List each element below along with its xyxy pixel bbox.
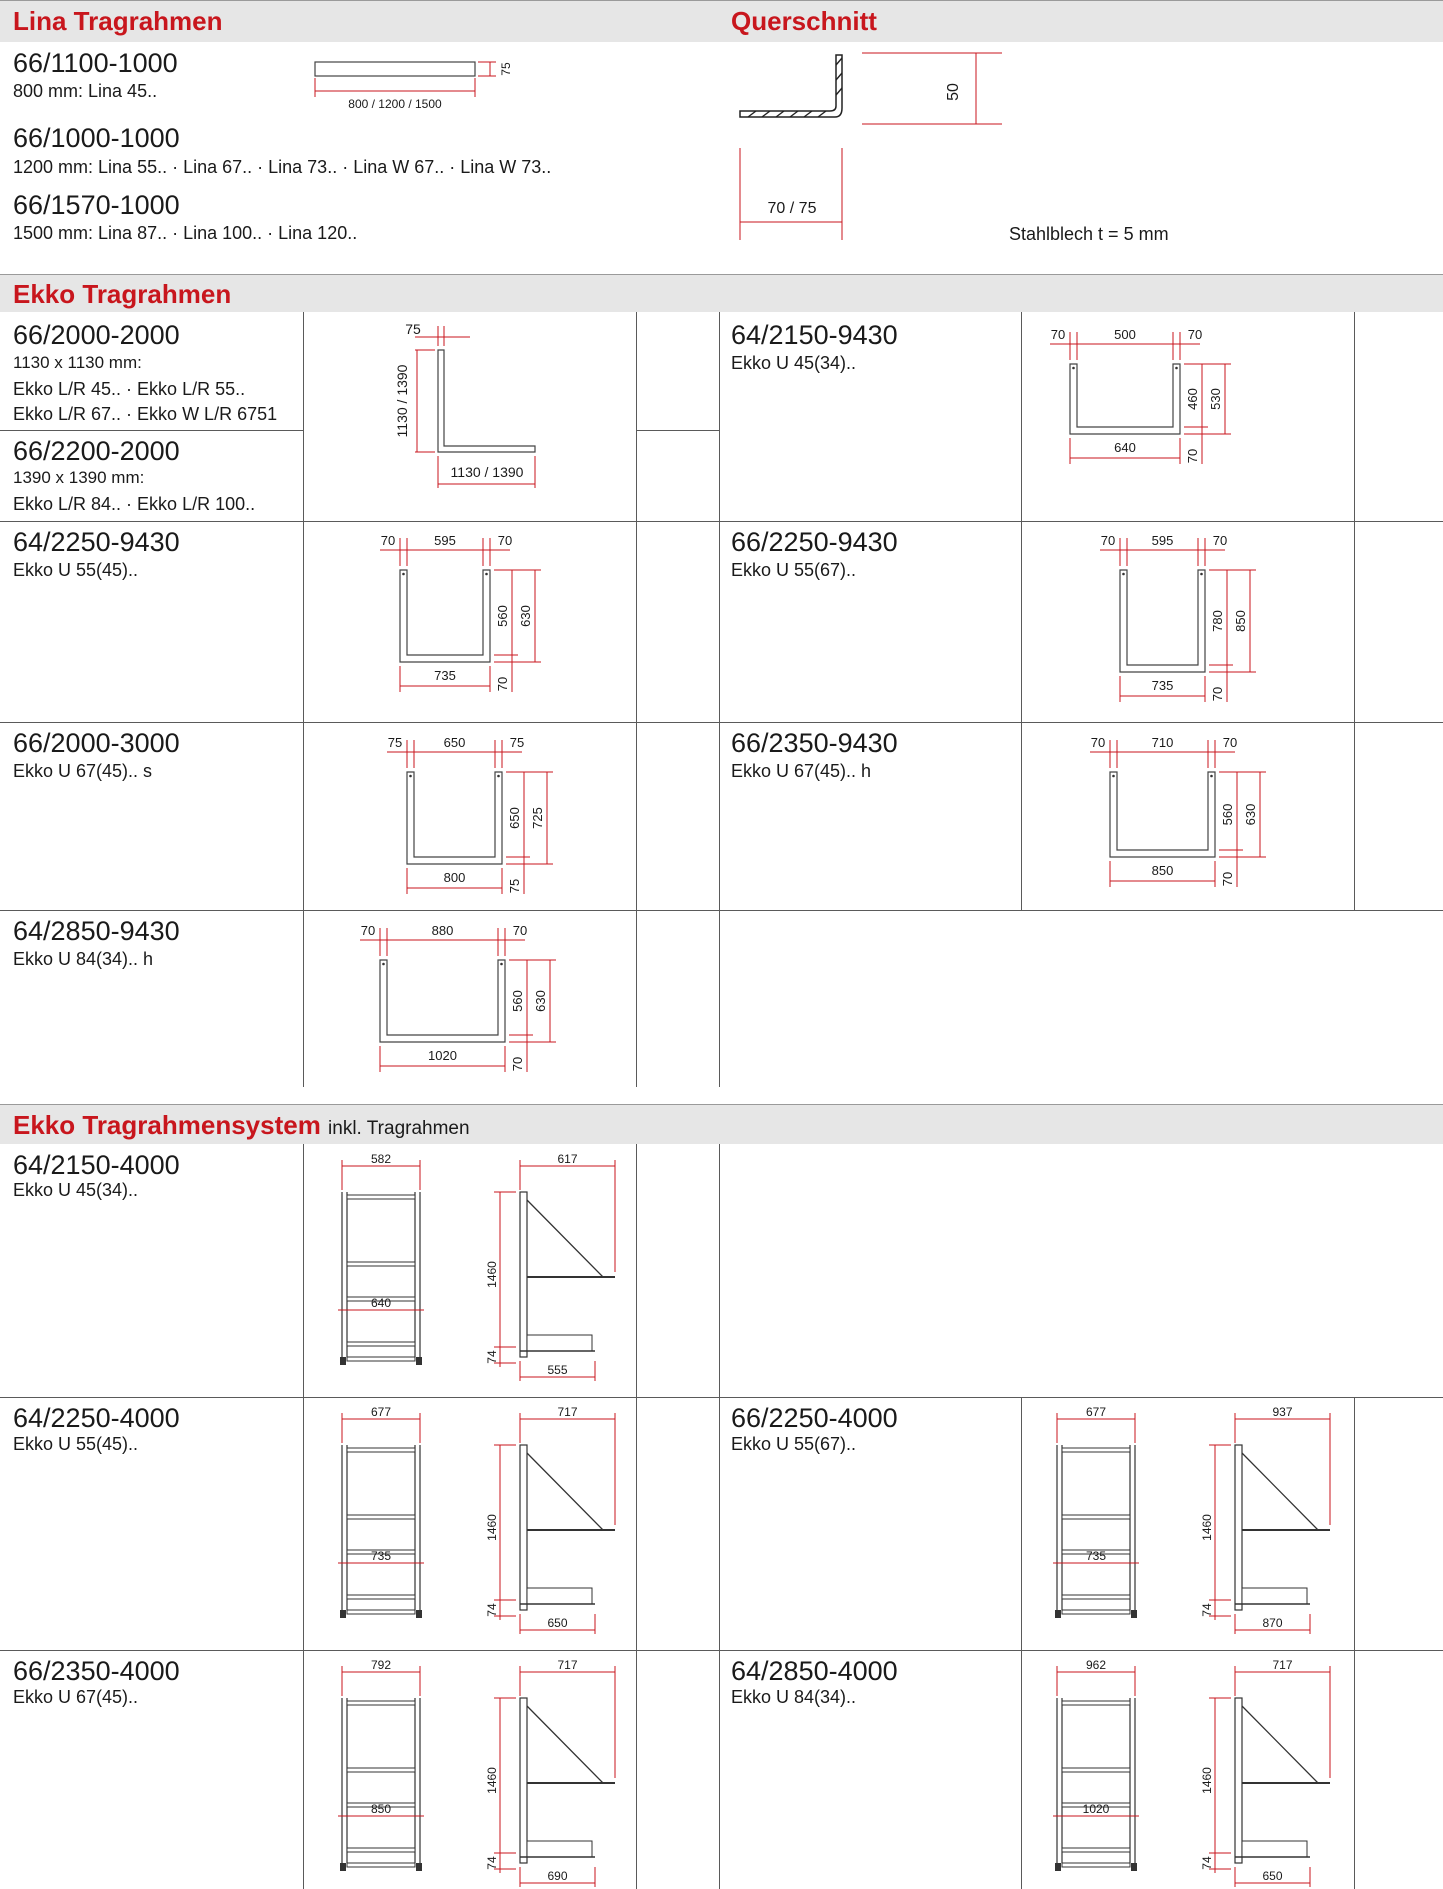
foot xyxy=(416,1610,422,1618)
side-post xyxy=(520,1192,527,1357)
shelf-bar xyxy=(347,1342,415,1346)
section-subtitle: inkl. Tragrahmen xyxy=(328,1118,470,1139)
article-description: 1500 mm: Lina 87.. · Lina 100.. · Lina 120.. xyxy=(13,223,358,243)
u-frame-drawing xyxy=(370,528,570,690)
u-frame-drawing xyxy=(1040,322,1260,462)
shelf-system-drawing xyxy=(330,1405,630,1635)
u-frame-drawing xyxy=(1080,730,1295,885)
divider xyxy=(636,1144,637,1889)
hole-marker xyxy=(497,775,500,778)
article-description: Ekko U 67(45).. h xyxy=(731,761,872,781)
hole-marker xyxy=(1072,367,1075,370)
u-frame-outline xyxy=(1120,570,1205,672)
dimension-label: 70 / 75 xyxy=(767,200,817,217)
dimension-label: 717 xyxy=(557,1405,578,1419)
article-description: Ekko U 67(45).. xyxy=(13,1687,139,1707)
shelf-bar xyxy=(347,1701,415,1705)
dimension-label: 70 xyxy=(510,1056,525,1072)
shelf-bar xyxy=(1062,1701,1130,1705)
dimension-label: 595 xyxy=(1151,533,1174,548)
shelf-bar xyxy=(347,1262,415,1266)
dimension-label: 75 xyxy=(499,62,513,76)
shelf-bar xyxy=(347,1448,415,1452)
article-description: Ekko U 55(45).. xyxy=(13,1434,139,1454)
section-title-text: Ekko Tragrahmensystem xyxy=(13,1110,321,1140)
dimension-label: 70 xyxy=(495,676,510,692)
dimension-label: 870 xyxy=(1262,1616,1283,1630)
dimension-label: 75 xyxy=(507,878,522,894)
dimension-label: 735 xyxy=(370,1549,392,1563)
article-description: Ekko U 45(34).. xyxy=(13,1180,139,1200)
u-frame-outline xyxy=(380,960,505,1042)
lina-bar-drawing xyxy=(300,55,520,115)
dimension-label: 70 xyxy=(1222,735,1238,750)
dimension-label: 70 xyxy=(1050,327,1066,342)
shelf-bar xyxy=(1062,1448,1130,1452)
side-base xyxy=(527,1588,592,1604)
dimension-label: 640 xyxy=(1114,440,1136,455)
shelf-bar xyxy=(347,1610,415,1614)
article-description: 800 mm: Lina 45.. xyxy=(13,81,158,101)
hole-marker xyxy=(409,775,412,778)
article-code: 66/2200-2000 xyxy=(13,436,180,466)
shelf-bar xyxy=(1062,1863,1130,1867)
dimension-label: 70 xyxy=(380,533,396,548)
dimension-label: 1020 xyxy=(428,1048,457,1063)
dimension-label: 70 xyxy=(1210,686,1225,702)
hole-marker xyxy=(1122,573,1125,576)
divider xyxy=(636,430,719,431)
foot xyxy=(1131,1610,1137,1618)
article-code: 66/1100-1000 xyxy=(13,48,178,78)
dimension-label: 560 xyxy=(510,990,525,1012)
article-code: 64/2850-9430 xyxy=(13,916,180,946)
dimension-label: 1460 xyxy=(485,1767,499,1794)
divider xyxy=(303,312,304,1087)
dimension-label: 460 xyxy=(1185,388,1200,410)
side-base xyxy=(527,1335,592,1351)
article-description: Ekko U 55(45).. xyxy=(13,560,139,580)
shelf-bar xyxy=(347,1357,415,1361)
article-code: 66/1000-1000 xyxy=(13,123,180,153)
divider xyxy=(719,1144,720,1889)
dimension-label: 70 xyxy=(1185,448,1200,464)
divider xyxy=(1354,1397,1355,1889)
divider xyxy=(1021,312,1022,910)
shelf-bar xyxy=(347,1863,415,1867)
foot xyxy=(416,1863,422,1871)
dimension-label: 800 xyxy=(443,870,466,885)
shelf-system-drawing xyxy=(1045,1405,1345,1635)
side-bracket xyxy=(527,1453,615,1530)
hole-marker xyxy=(500,963,503,966)
side-bracket xyxy=(1242,1706,1330,1783)
dimension-label: 1020 xyxy=(1082,1802,1110,1816)
divider xyxy=(1021,1397,1022,1889)
dimension-label: 1130 / 1390 xyxy=(394,364,410,438)
side-post xyxy=(520,1698,527,1863)
dimension-label: 1130 / 1390 xyxy=(450,464,524,480)
article-description: Ekko U 55(67).. xyxy=(731,560,857,580)
dimension-label: 50 xyxy=(945,83,962,101)
dimension-label: 1460 xyxy=(1200,1514,1214,1541)
section-title-system xyxy=(13,1110,470,1141)
dimension-label: 70 xyxy=(1212,533,1228,548)
article-description: Ekko L/R 84.. · Ekko L/R 100.. xyxy=(13,494,256,514)
article-description: Ekko U 84(34).. xyxy=(731,1687,857,1707)
dimension-label: 800 / 1200 / 1500 xyxy=(348,97,442,111)
dimension-label: 640 xyxy=(370,1296,392,1310)
dimension-label: 962 xyxy=(1085,1658,1107,1672)
section-title-ekko: Ekko Tragrahmen xyxy=(13,279,232,309)
article-code: 64/2150-9430 xyxy=(731,320,898,350)
shelf-bar xyxy=(347,1595,415,1599)
shelf-bar xyxy=(1062,1595,1130,1599)
shelf-bar xyxy=(1062,1848,1130,1852)
article-code: 66/2000-2000 xyxy=(13,320,180,350)
dimension-label: 630 xyxy=(518,605,533,627)
dimension-label: 677 xyxy=(370,1405,392,1419)
article-description: Ekko U 55(67).. xyxy=(731,1434,857,1454)
dimension-label: 582 xyxy=(370,1152,392,1166)
dimension-label: 74 xyxy=(1200,1856,1214,1870)
dimension-label: 850 xyxy=(1151,863,1174,878)
divider xyxy=(303,1144,304,1889)
shelf-system-drawing xyxy=(330,1658,630,1888)
section-title-lina: Lina Tragrahmen xyxy=(13,6,223,36)
dimension-label: 780 xyxy=(1210,610,1225,632)
dimension-label: 650 xyxy=(507,807,522,829)
divider xyxy=(0,1397,1443,1398)
divider xyxy=(1354,312,1355,910)
dimension-label: 74 xyxy=(485,1603,499,1617)
shelf-bar xyxy=(1062,1768,1130,1772)
foot xyxy=(1055,1863,1061,1871)
divider xyxy=(0,1650,1443,1651)
side-bracket xyxy=(1242,1453,1330,1530)
hole-marker xyxy=(1210,775,1213,778)
dimension-label: 70 xyxy=(1220,871,1235,887)
article-code: 64/2850-4000 xyxy=(731,1656,898,1686)
material-note: Stahlblech t = 5 mm xyxy=(1009,224,1169,244)
divider xyxy=(719,312,720,1087)
side-post xyxy=(520,1445,527,1610)
foot xyxy=(416,1357,422,1365)
shelf-bar xyxy=(1062,1515,1130,1519)
shelf-bar xyxy=(1062,1610,1130,1614)
hole-marker xyxy=(1175,367,1178,370)
article-description: 1200 mm: Lina 55.. · Lina 67.. · Lina 73.. · Lina W 67.. · Lina W 73.. xyxy=(13,157,552,177)
side-base xyxy=(527,1841,592,1857)
dimension-label: 630 xyxy=(533,990,548,1012)
divider xyxy=(0,521,1443,522)
hole-marker xyxy=(382,963,385,966)
article-description: 1130 x 1130 mm: xyxy=(13,353,142,372)
article-code: 66/2250-4000 xyxy=(731,1403,898,1433)
article-description: 1390 x 1390 mm: xyxy=(13,468,145,487)
dimension-label: 555 xyxy=(547,1363,568,1377)
foot xyxy=(340,1610,346,1618)
hole-marker xyxy=(485,573,488,576)
dimension-label: 717 xyxy=(1272,1658,1293,1672)
dimension-label: 880 xyxy=(431,923,454,938)
divider xyxy=(636,312,637,1087)
article-code: 66/2000-3000 xyxy=(13,728,180,758)
side-base xyxy=(1242,1841,1307,1857)
foot xyxy=(340,1863,346,1871)
dimension-label: 1460 xyxy=(485,1261,499,1288)
dimension-label: 70 xyxy=(1100,533,1116,548)
u-frame-outline xyxy=(407,772,502,864)
dimension-label: 937 xyxy=(1272,1405,1293,1419)
dimension-label: 75 xyxy=(387,735,403,750)
article-description: Ekko L/R 45.. · Ekko L/R 55.. xyxy=(13,379,246,399)
side-bracket xyxy=(527,1200,615,1277)
dimension-label: 735 xyxy=(1151,678,1174,693)
dimension-label: 1460 xyxy=(1200,1767,1214,1794)
dimension-label: 710 xyxy=(1151,735,1174,750)
dimension-label: 75 xyxy=(509,735,525,750)
section-title-querschnitt: Querschnitt xyxy=(731,6,877,36)
shelf-bar xyxy=(347,1195,415,1199)
article-description: Ekko U 84(34).. h xyxy=(13,949,154,969)
dimension-label: 70 xyxy=(360,923,376,938)
dimension-label: 650 xyxy=(1262,1869,1283,1883)
dimension-label: 650 xyxy=(547,1616,568,1630)
dimension-label: 850 xyxy=(1233,610,1248,632)
article-code: 66/1570-1000 xyxy=(13,190,180,220)
dimension-label: 792 xyxy=(370,1658,392,1672)
divider xyxy=(0,430,303,431)
dimension-label: 630 xyxy=(1243,803,1258,826)
dimension-label: 850 xyxy=(370,1802,392,1816)
dimension-label: 70 xyxy=(512,923,528,938)
article-description: Ekko U 45(34).. xyxy=(731,353,857,373)
u-frame-outline xyxy=(400,570,490,662)
shelf-system-drawing xyxy=(1045,1658,1345,1888)
dimension-label: 677 xyxy=(1085,1405,1107,1419)
dimension-label: 690 xyxy=(547,1869,568,1883)
article-description: Ekko L/R 67.. · Ekko W L/R 6751 xyxy=(13,404,278,424)
dimension-label: 595 xyxy=(434,533,456,548)
u-frame-drawing xyxy=(1090,528,1285,700)
cross-section-drawing xyxy=(730,50,1030,250)
dimension-label: 560 xyxy=(495,605,510,627)
dimension-label: 74 xyxy=(485,1350,499,1364)
dimension-label: 1460 xyxy=(485,1514,499,1541)
article-code: 64/2250-4000 xyxy=(13,1403,180,1433)
article-code: 66/2350-9430 xyxy=(731,728,898,758)
dimension-label: 617 xyxy=(557,1152,578,1166)
side-bracket xyxy=(527,1706,615,1783)
dimension-label: 74 xyxy=(485,1856,499,1870)
article-code: 64/2150-4000 xyxy=(13,1150,180,1180)
foot xyxy=(1055,1610,1061,1618)
shelf-bar xyxy=(347,1768,415,1772)
dimension-label: 725 xyxy=(530,807,545,829)
l-frame-drawing xyxy=(395,320,555,490)
u-frame-drawing xyxy=(377,730,582,892)
shelf-bar xyxy=(347,1515,415,1519)
shelf-bar xyxy=(347,1848,415,1852)
dimension-label: 75 xyxy=(405,321,421,337)
side-post xyxy=(1235,1698,1242,1863)
hole-marker xyxy=(1112,775,1115,778)
dimension-label: 717 xyxy=(557,1658,578,1672)
article-code: 64/2250-9430 xyxy=(13,527,180,557)
dimension-label: 70 xyxy=(497,533,513,548)
dimension-label: 735 xyxy=(1085,1549,1107,1563)
side-base xyxy=(1242,1588,1307,1604)
dimension-label: 70 xyxy=(1090,735,1106,750)
dimension-label: 74 xyxy=(1200,1603,1214,1617)
dimension-label: 500 xyxy=(1114,327,1136,342)
foot xyxy=(1131,1863,1137,1871)
foot xyxy=(340,1357,346,1365)
divider xyxy=(0,910,1443,911)
article-description: Ekko U 67(45).. s xyxy=(13,761,153,781)
dimension-label: 650 xyxy=(443,735,466,750)
u-frame-outline xyxy=(1110,772,1215,857)
hole-marker xyxy=(402,573,405,576)
dimension-label: 70 xyxy=(1187,327,1203,342)
u-frame-outline xyxy=(1070,364,1180,434)
dimension-label: 530 xyxy=(1208,388,1223,410)
u-frame-drawing xyxy=(350,918,585,1070)
dimension-label: 735 xyxy=(434,668,456,683)
article-code: 66/2250-9430 xyxy=(731,527,898,557)
divider xyxy=(0,722,1443,723)
side-post xyxy=(1235,1445,1242,1610)
hole-marker xyxy=(1200,573,1203,576)
shelf-system-drawing xyxy=(330,1152,630,1382)
dimension-label: 560 xyxy=(1220,803,1235,826)
article-code: 66/2350-4000 xyxy=(13,1656,180,1686)
